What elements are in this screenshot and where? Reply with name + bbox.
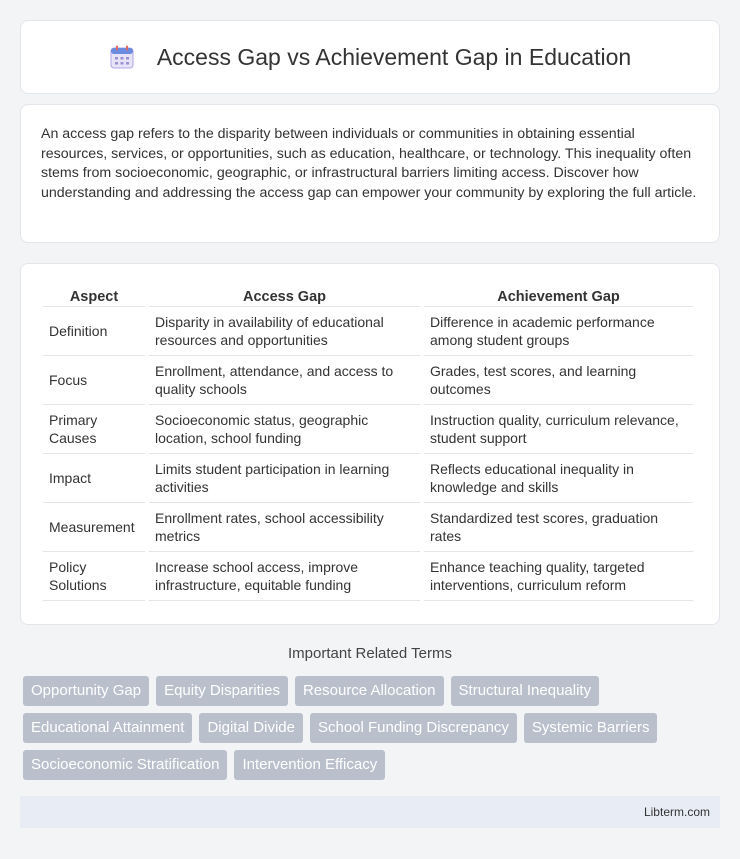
related-term-tag[interactable]: Equity Disparities xyxy=(156,676,288,706)
header-card xyxy=(20,20,720,94)
table-row xyxy=(43,307,693,356)
table-row xyxy=(43,503,693,552)
related-term-tag[interactable]: Structural Inequality xyxy=(451,676,600,706)
related-terms-heading: Important Related Terms xyxy=(288,645,452,662)
footer-site-link[interactable]: Libterm.com xyxy=(643,805,710,819)
column-header-achievement-gap: Achievement Gap xyxy=(424,284,693,307)
table-cell: Primary Causes xyxy=(43,405,145,454)
column-header-access-gap: Access Gap xyxy=(149,284,420,307)
related-term-tag[interactable]: Socioeconomic Stratification xyxy=(23,750,227,780)
comparison-table-card xyxy=(20,263,720,625)
comparison-table xyxy=(39,284,697,601)
table-row xyxy=(43,454,693,503)
related-term-tag[interactable]: Systemic Barriers xyxy=(524,713,658,743)
table-cell: Focus xyxy=(43,356,145,405)
table-cell: Limits student participation in learning activities xyxy=(149,454,420,503)
calendar-icon xyxy=(109,44,135,70)
intro-text: An access gap refers to the disparity between individuals or communities in obtaining essential resources, services, or opportunities, such as education, healthcare, or technology. This inequality often stems from socioeconomic, geographic, or infrastructural barriers limiting access. Discover how understanding and addressing the access gap can empower your community by exploring the full article. xyxy=(41,126,697,201)
related-term-tag[interactable]: Digital Divide xyxy=(199,713,303,743)
related-term-tag[interactable]: Resource Allocation xyxy=(295,676,444,706)
table-row xyxy=(43,356,693,405)
table-cell: Standardized test scores, graduation rates xyxy=(424,503,693,552)
footer xyxy=(20,796,720,828)
table-cell: Enrollment, attendance, and access to quality schools xyxy=(149,356,420,405)
column-header-aspect: Aspect xyxy=(43,284,145,307)
related-term-tag[interactable]: Opportunity Gap xyxy=(23,676,149,706)
table-cell: Grades, test scores, and learning outcomes xyxy=(424,356,693,405)
related-term-tag[interactable]: Intervention Efficacy xyxy=(234,750,385,780)
table-cell: Difference in academic performance among student groups xyxy=(424,307,693,356)
table-cell: Increase school access, improve infrastructure, equitable funding xyxy=(149,552,420,601)
related-term-tag[interactable]: School Funding Discrepancy xyxy=(310,713,517,743)
table-row xyxy=(43,405,693,454)
intro-card xyxy=(20,104,720,243)
table-header-row xyxy=(43,284,693,307)
table-cell: Reflects educational inequality in knowledge and skills xyxy=(424,454,693,503)
table-cell: Definition xyxy=(43,307,145,356)
table-cell: Enrollment rates, school accessibility metrics xyxy=(149,503,420,552)
table-cell: Measurement xyxy=(43,503,145,552)
table-cell: Enhance teaching quality, targeted interventions, curriculum reform xyxy=(424,552,693,601)
related-term-tag[interactable]: Educational Attainment xyxy=(23,713,192,743)
table-cell: Socioeconomic status, geographic location, school funding xyxy=(149,405,420,454)
table-cell: Policy Solutions xyxy=(43,552,145,601)
page-title: Access Gap vs Achievement Gap in Education xyxy=(156,43,632,70)
related-terms-list xyxy=(23,676,723,780)
table-cell: Instruction quality, curriculum relevance, student support xyxy=(424,405,693,454)
table-cell: Disparity in availability of educational resources and opportunities xyxy=(149,307,420,356)
table-row xyxy=(43,552,693,601)
table-cell: Impact xyxy=(43,454,145,503)
